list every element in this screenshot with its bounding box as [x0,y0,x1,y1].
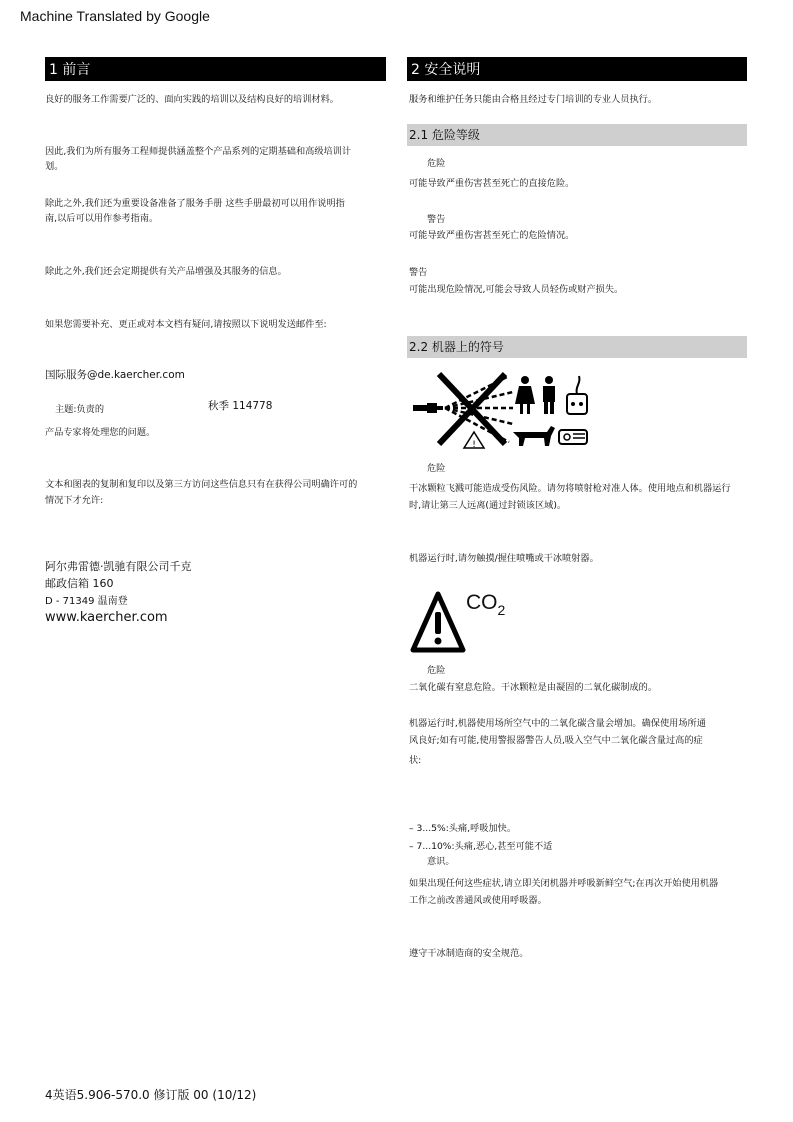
symptom-action-line2: 工作之前改善通风或使用呼吸器。 [409,895,547,906]
section-1-heading: 1 前言 [45,57,386,81]
page-footer: 4英语5.906-570.0 修订版 00 (10/12) [45,1088,257,1102]
danger2-label: 危险 [427,463,446,474]
translation-banner: Machine Translated by Google [20,8,210,24]
caution-label: 警告 [409,267,428,278]
company-name: 阿尔弗雷德·凯驰有限公司千克 [45,560,192,573]
symptom-list-item-2-cont: 意识。 [427,856,455,867]
co2-paragraph-line1: 机器运行时,机器使用场所空气中的二氧化碳含量会增加。确保使用场所通 [409,718,706,729]
section-2-heading: 2 安全说明 [407,57,747,81]
po-box: 邮政信箱 160 [45,577,114,590]
blast-danger-symbol-icon [409,370,594,450]
caution-text: 可能出现危险情况,可能会导致人员轻伤或财产损失。 [409,284,624,295]
manuals-paragraph-line1: 除此之外,我们还为重要设备准备了服务手册 这些手册最初可以用作说明指 [45,198,345,209]
danger2-text-line2: 时,请让第三人远离(通过封锁该区域)。 [409,500,567,511]
danger-label: 危险 [427,158,446,169]
symptom-action-line1: 如果出现任何这些症状,请立即关闭机器并呼吸新鲜空气;在再次开始使用机器 [409,878,719,889]
co2-label: $CO_2$ [466,591,506,618]
city-address: D - 71349 温南登 [45,596,128,607]
safety-rules: 遵守干冰制造商的安全规范。 [409,948,529,959]
subject-label: 主题:负责的 [55,404,105,415]
section-2-2-heading: 2.2 机器上的符号 [407,336,747,358]
symptom-list-item-1: – 3...5%:头痛,呼吸加快。 [409,823,517,834]
danger-text: 可能导致严重伤害甚至死亡的直接危险。 [409,178,575,189]
copyright-paragraph-line1: 文本和图表的复制和复印以及第三方访问这些信息只有在获得公司明确许可的 [45,479,358,490]
intro-paragraph: 良好的服务工作需要广泛的、面向实践的培训以及结构良好的培训材料。 [45,94,339,105]
co2-paragraph-line3: 状: [409,755,422,766]
warning-text: 可能导致严重伤害甚至死亡的危险情况。 [409,230,575,241]
svg-text:!: ! [472,440,476,450]
danger3-label: 危险 [427,665,446,676]
nozzle-warning: 机器运行时,请勿触摸/握住喷嘴或干冰喷射器。 [409,553,599,564]
service-email[interactable]: 国际服务@de.kaercher.com [45,369,185,381]
warning-triangle-icon [410,590,466,654]
section-2-1-heading: 2.1 危险等级 [407,124,747,146]
training-paragraph-line2: 划。 [45,161,64,172]
subject-value: 秋季 114778 [208,400,273,412]
warning-label: 警告 [427,214,446,225]
danger3-text: 二氧化碳有窒息危险。干冰颗粒是由凝固的二氧化碳制成的。 [409,682,658,693]
website-link[interactable]: www.kaercher.com [45,610,168,625]
contact-paragraph: 如果您需要补充、更正或对本文档有疑问,请按照以下说明发送邮件至: [45,319,327,330]
co2-paragraph-line2: 风良好;如有可能,使用警报器警告人员,吸入空气中二氧化碳含量过高的症 [409,735,703,746]
safety-intro: 服务和维护任务只能由合格且经过专门培训的专业人员执行。 [409,94,658,105]
symptom-list-item-2: – 7...10%:头痛,恶心,甚至可能不适 [409,841,553,852]
info-paragraph: 除此之外,我们还会定期提供有关产品增强及其服务的信息。 [45,266,287,277]
training-paragraph-line1: 因此,我们为所有服务工程师提供涵盖整个产品系列的定期基础和高级培训计 [45,146,352,157]
danger2-text-line1: 干冰颗粒飞溅可能造成受伤风险。请勿将喷射枪对准人体。使用地点和机器运行 [409,483,731,494]
copyright-paragraph-line2: 情况下才允许: [45,495,104,506]
manuals-paragraph-line2: 南,以后可以用作参考指南。 [45,213,159,224]
expert-paragraph: 产品专家将处理您的问题。 [45,427,156,438]
